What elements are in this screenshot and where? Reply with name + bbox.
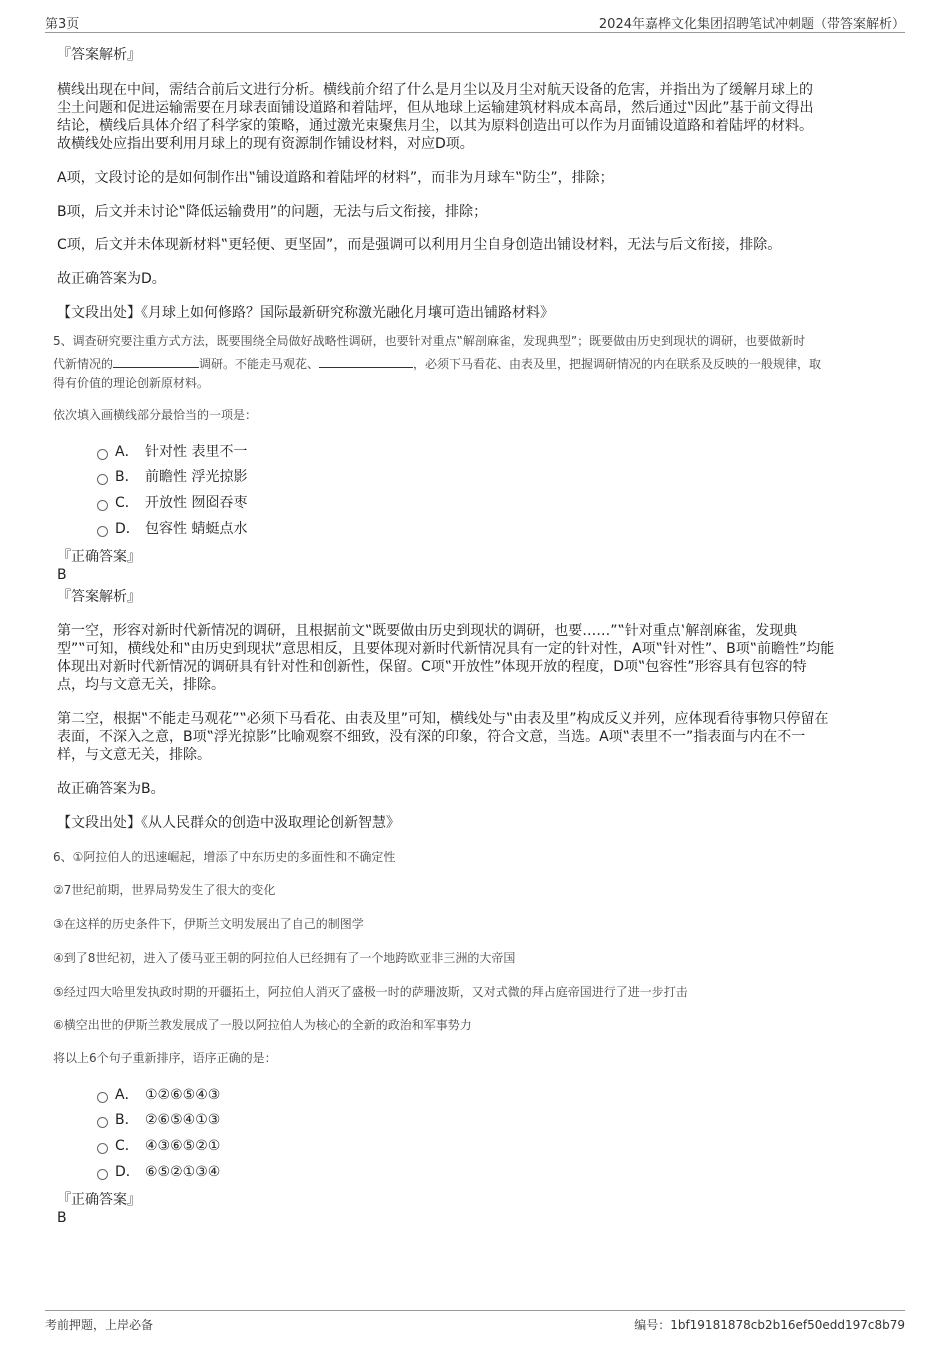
option-d[interactable] [97, 521, 397, 539]
option-letter: B． [115, 469, 139, 485]
fill-blank-2 [319, 355, 413, 368]
question-prompt: 依次填入画横线部分最恰当的一项是： [53, 408, 258, 422]
page-footer [45, 1310, 905, 1335]
page-header [45, 10, 905, 33]
source-citation: 【文段出处】《从人民群众的创造中汲取理论创新智慧》 [57, 815, 400, 831]
sentence-1: 6、①阿拉伯人的迅速崛起，增添了中东历史的多面性和不确定性 [53, 850, 396, 864]
answer-conclusion: 故正确答案为B。 [57, 781, 165, 797]
option-text: ⑥⑤②①③④ [145, 1164, 221, 1180]
option-text: ②⑥⑤④①③ [145, 1112, 221, 1128]
document-title: 2024年嘉桦文化集团招聘笔试冲刺题（带答案解析） [598, 17, 905, 32]
correct-answer: B [57, 567, 67, 583]
option-c[interactable] [97, 495, 397, 513]
option-a[interactable] [97, 444, 397, 462]
analysis-line: 故横线处应指出要利用月球上的现有资源制作铺设材料，对应D项。 [57, 136, 474, 152]
correct-answer-heading: 『正确答案』 [57, 549, 141, 565]
option-a-analysis: A项，文段讨论的是如何制作出‟铺设道路和着陆坪的材料”，而非为月球车‟防尘”，排除； [57, 170, 614, 186]
option-b[interactable] [97, 1112, 397, 1130]
question-prompt: 将以上6个句子重新排序，语序正确的是： [53, 1051, 277, 1065]
sentence-5: ⑤经过四大哈里发执政时期的开疆拓土，阿拉伯人消灭了盛极一时的萨珊波斯，又对式微的拜占庭帝国进行了进一步打击 [53, 985, 688, 999]
option-letter: C． [115, 1138, 139, 1154]
analysis-line: 第二空，根据‟不能走马观花”‟必须下马看花、由表及里”可知，横线处与‟由表及里”构成反义并列，应体现看待事物只停留在 [57, 711, 829, 727]
question-5-text: 得有价值的理论创新原材料。 [53, 376, 210, 390]
radio-button[interactable] [97, 449, 108, 460]
sentence-6: ⑥横空出世的伊斯兰教发展成了一股以阿拉伯人为核心的全新的政治和军事势力 [53, 1018, 472, 1032]
option-text: ④③⑥⑤②① [145, 1138, 221, 1154]
analysis-line: 样，与文意无关，排除。 [57, 747, 211, 763]
option-b[interactable] [97, 469, 397, 487]
option-d[interactable] [97, 1164, 397, 1182]
option-c-analysis: C项，后文并未体现新材料‟更轻便、更坚固”，而是强调可以利用月尘自身创造出铺设材料，无法与后文衔接，排除。 [57, 237, 782, 253]
question-text-segment: 调研。不能走马观花、 [199, 357, 320, 371]
sentence-4: ④到了8世纪初，进入了倭马亚王朝的阿拉伯人已经拥有了一个地跨欧亚非三洲的大帝国 [53, 951, 516, 965]
option-text: ①②⑥⑤④③ [145, 1087, 221, 1103]
sentence-3: ③在这样的历史条件下，伊斯兰文明发展出了自己的制图学 [53, 917, 364, 931]
analysis-heading: 『答案解析』 [57, 589, 141, 605]
analysis-line: 体现出对新时代新情况的调研具有针对性和创新性，保留。C项‟开放性”体现开放的程度，D项‟包容性”形容具有包容的特 [57, 659, 807, 675]
footer-slogan: 考前押题，上岸必备 [45, 1318, 154, 1332]
analysis-line: 结论，横线后具体介绍了科学家的策略，通过激光束聚焦月尘，以其为原料创造出可以作为月面铺设道路和着陆坪的材料。 [57, 118, 813, 134]
analysis-line: 第一空，形容对新时代新情况的调研，且根据前文‟既要做由历史到现状的调研，也要……”‟针对重点‛解剖麻雀，发现典 [57, 623, 798, 639]
radio-button[interactable] [97, 526, 108, 537]
question-5-text [53, 355, 821, 372]
option-text: 包容性 蜻蜓点水 [145, 521, 248, 537]
radio-button[interactable] [97, 500, 108, 511]
option-letter: D． [115, 1164, 140, 1180]
radio-button[interactable] [97, 1117, 108, 1128]
answer-conclusion: 故正确答案为D。 [57, 271, 166, 287]
option-letter: D． [115, 521, 140, 537]
document-id: 编号：1bf19181878cb2b16ef50edd197c8b79 [634, 1318, 905, 1332]
sentence-2: ②7世纪前期，世界局势发生了很大的变化 [53, 883, 276, 897]
option-letter: A． [115, 1087, 139, 1103]
analysis-line: 尘土问题和促进运输需要在月球表面铺设道路和着陆坪，但从地球上运输建筑材料成本高昂，然后通过‟因此”基于前文得出 [57, 100, 814, 116]
radio-button[interactable] [97, 474, 108, 485]
correct-answer: B [57, 1210, 67, 1226]
radio-button[interactable] [97, 1092, 108, 1103]
analysis-line: 表面，不深入之意，B项‟浮光掠影”比喻观察不细致，没有深的印象，符合文意，当选。A项‟表里不一”指表面与内在不一 [57, 729, 806, 745]
analysis-line: 型”‟可知，横线处和‟由历史到现状”意思相反，且要体现对新时代新情况具有一定的针对性，A项‟针对性”、B项‟前瞻性”均能 [57, 641, 835, 657]
fill-blank-1 [113, 355, 199, 368]
option-text: 前瞻性 浮光掠影 [145, 469, 248, 485]
option-text: 针对性 表里不一 [145, 444, 248, 460]
option-text: 开放性 囫囵吞枣 [145, 495, 248, 511]
option-a[interactable] [97, 1087, 397, 1105]
option-letter: C． [115, 495, 139, 511]
analysis-heading: 『答案解析』 [57, 47, 141, 63]
correct-answer-heading: 『正确答案』 [57, 1192, 141, 1208]
option-b-analysis: B项，后文并未讨论‟降低运输费用”的问题，无法与后文衔接，排除； [57, 204, 488, 220]
page-number: 第3页 [45, 17, 80, 32]
question-text-segment: 代新情况的 [53, 357, 114, 371]
option-letter: B． [115, 1112, 139, 1128]
radio-button[interactable] [97, 1169, 108, 1180]
analysis-line: 点，均与文意无关，排除。 [57, 677, 225, 693]
question-5-text: 5、调查研究要注重方式方法，既要围绕全局做好战略性调研，也要针对重点‟解剖麻雀，发现典型”；既要做由历史到现状的调研，也要做新时 [53, 334, 806, 348]
option-c[interactable] [97, 1138, 397, 1156]
analysis-line: 横线出现在中间，需结合前后文进行分析。横线前介绍了什么是月尘以及月尘对航天设备的危害，并指出为了缓解月球上的 [57, 82, 813, 98]
radio-button[interactable] [97, 1143, 108, 1154]
option-letter: A． [115, 444, 139, 460]
source-citation: 【文段出处】《月球上如何修路？国际最新研究称激光融化月壤可造出铺路材料》 [57, 305, 554, 321]
question-text-segment: ，必须下马看花、由表及里，把握调研情况的内在联系及反映的一般规律，取 [413, 357, 822, 371]
